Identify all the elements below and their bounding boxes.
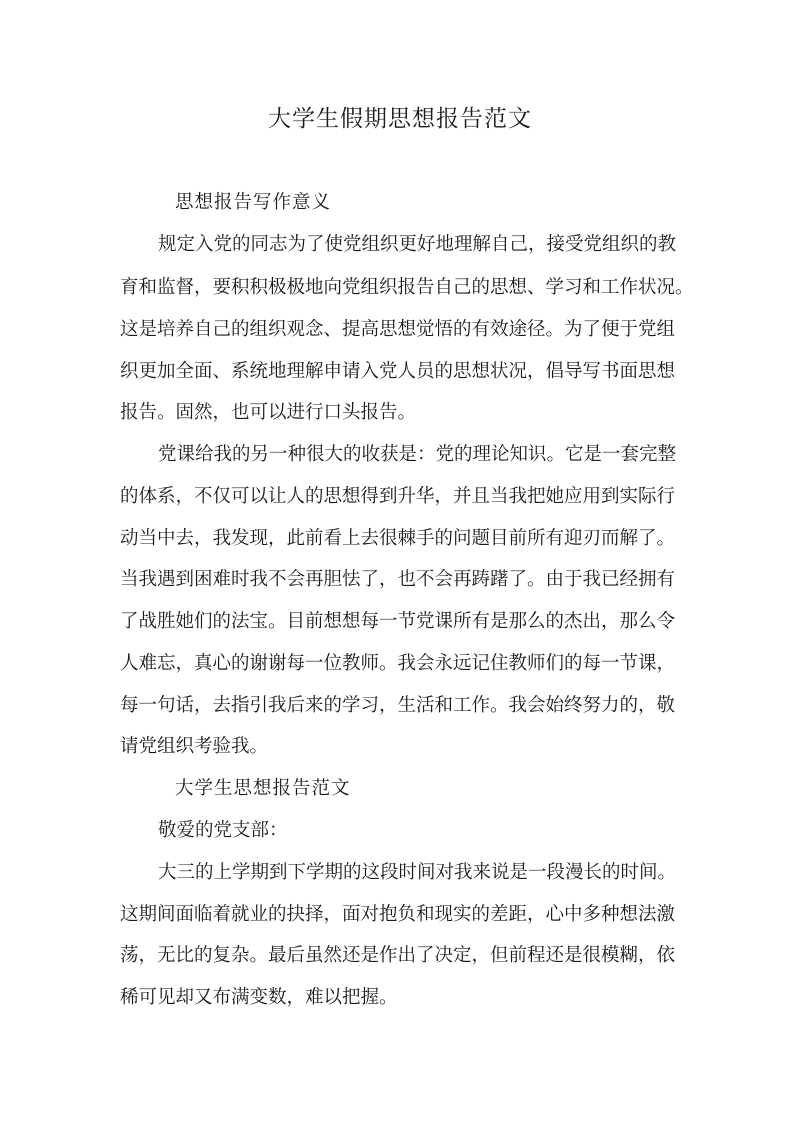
paragraph-line: 稀可见却又布满变数，难以把握。 xyxy=(120,987,398,1008)
section-heading: 思想报告写作意义 xyxy=(175,192,332,213)
paragraph-line: 荡，无比的复杂。最后虽然还是作出了决定，但前程还是很模糊，依 xyxy=(120,945,676,966)
paragraph-line: 这期间面临着就业的抉择，面对抱负和现实的差距，心中多种想法激 xyxy=(120,904,676,925)
paragraph-line: 报告。固然，也可以进行口头报告。 xyxy=(120,402,417,423)
paragraph-line: 了战胜她们的法宝。目前想想每一节党课所有是那么的杰出，那么令 xyxy=(120,611,676,632)
paragraph-line: 每一句话，去指引我后来的学习，生活和工作。我会始终努力的，敬 xyxy=(120,695,676,716)
section-heading: 大学生思想报告范文 xyxy=(175,778,351,799)
paragraph-line: 党课给我的另一种很大的收获是：党的理论知识。它是一套完整 xyxy=(158,444,677,465)
salutation: 敬爱的党支部： xyxy=(158,820,288,841)
paragraph-line: 当我遇到困难时我不会再胆怯了，也不会再踌躇了。由于我已经拥有 xyxy=(120,569,676,590)
paragraph-line: 动当中去，我发现，此前看上去很棘手的问题目前所有迎刃而解了。 xyxy=(120,528,676,549)
page-title: 大学生假期思想报告范文 xyxy=(268,106,532,132)
paragraph-line: 规定入党的同志为了使党组织更好地理解自己，接受党组织的教 xyxy=(158,234,677,255)
paragraph-line: 的体系，不仅可以让人的思想得到升华，并且当我把她应用到实际行 xyxy=(120,486,676,507)
paragraph-line: 织更加全面、系统地理解申请入党人员的思想状况，倡导写书面思想 xyxy=(120,361,676,382)
paragraph-line: 育和监督，要积积极极地向党组织报告自己的思想、学习和工作状况。 xyxy=(120,277,694,298)
paragraph-line: 这是培养自己的组织观念、提高思想觉悟的有效途径。为了便于党组 xyxy=(120,319,676,340)
paragraph-line: 请党组织考验我。 xyxy=(120,736,269,757)
paragraph-line: 大三的上学期到下学期的这段时间对我来说是一段漫长的时间。 xyxy=(158,862,677,883)
paragraph-line: 人难忘，真心的谢谢每一位教师。我会永远记住教师们的每一节课， xyxy=(120,653,676,674)
